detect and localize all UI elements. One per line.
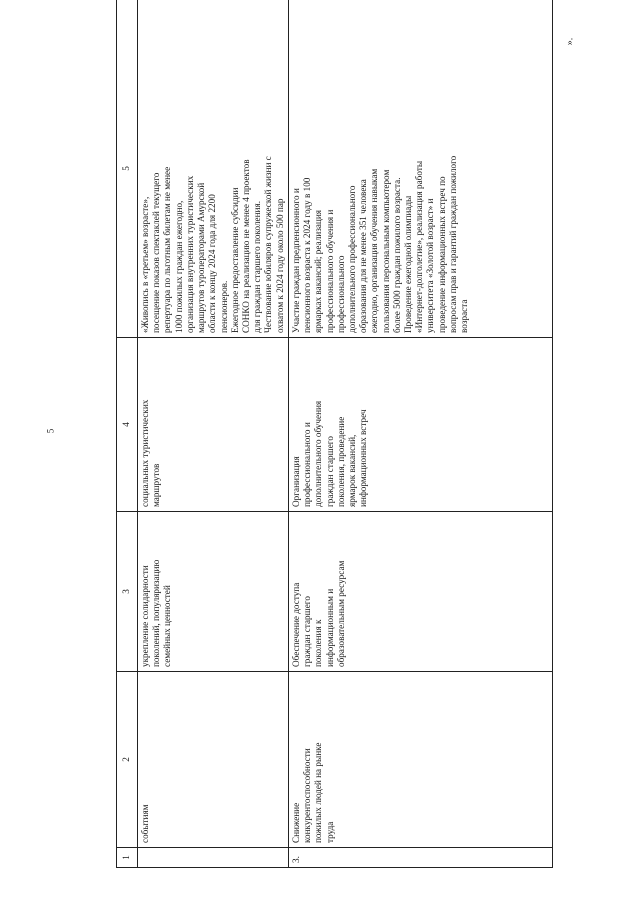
result-cell-line: для граждан старшего поколения.	[252, 201, 263, 333]
result-cell-line: «Живопись в «третьем» возрасте»,	[140, 196, 150, 333]
task-cell-line: пожилых людей на рынке	[313, 742, 324, 843]
result-cell-line: вопросам прав и гарантий граждан пожилого	[447, 155, 458, 333]
result-cell-line: «Интернет-долголетие», реализация работы	[414, 160, 425, 333]
row-number: 3.	[288, 848, 552, 868]
mechanism-cell-line: дополнительного обучения	[313, 400, 324, 507]
result-cell-line: посещение показов спектаклей текущего	[151, 172, 162, 333]
task-cell	[288, 672, 552, 848]
result-cell-line: возраста	[459, 299, 470, 333]
mechanism-cell-line: ярмарок вакансий,	[346, 434, 357, 507]
result-cell-line: Участие граждан предпенсионного и	[290, 188, 301, 333]
result-cell-line: профессионального обучения и	[324, 209, 335, 333]
direction-cell-line: укрепление солидарности	[140, 565, 150, 667]
direction-cell	[288, 512, 552, 672]
result-cell-line: маршрутов туроператорами Амурской	[196, 182, 207, 333]
direction-cell-line: информационным и	[324, 588, 335, 667]
task-cell	[138, 672, 289, 848]
result-cell-line: 1000 пожилых граждан ежегодно,	[173, 200, 184, 333]
mechanism-cell-line: профессионального и	[302, 422, 313, 507]
result-cell-line: более 5000 граждан пожилого возраста.	[391, 177, 402, 333]
row-number	[138, 848, 289, 868]
table-body	[138, 0, 553, 868]
table-header-row	[117, 0, 138, 868]
result-cell	[138, 0, 289, 338]
header-col-2: 2	[117, 672, 138, 848]
result-cell-line: Чествование юбиляров супружеской жизни с	[263, 156, 274, 333]
header-col-1: 1	[117, 848, 138, 868]
mechanism-cell-line: социальных туристических	[140, 399, 150, 507]
result-cell-line: СОНКО на реализацию не менее 4 проектов	[240, 159, 251, 333]
header-col-3: 3	[117, 512, 138, 672]
result-cell-line: Проведение ежегодной олимпиады	[403, 195, 414, 333]
result-cell-line: Ежегодное предоставление субсидии	[229, 187, 240, 333]
result-cell-line: ежегодно, организация обучения навыкам	[369, 168, 380, 333]
mechanism-cell	[288, 338, 552, 512]
result-cell-line: охватом к 2024 году около 500 пар	[274, 198, 285, 333]
result-cell-line: проведение информационных встреч по	[436, 176, 447, 333]
header-col-4: 4	[117, 338, 138, 512]
mechanism-cell-line: маршрутов	[151, 463, 162, 507]
direction-cell-line: поколений, популяризацию	[151, 559, 162, 667]
direction-cell-line: Обеспечение доступа	[290, 582, 301, 667]
result-cell-line: пенсионеров.	[218, 280, 229, 333]
header-col-5: 5	[117, 0, 138, 338]
task-cell-line: конкурентоспособности	[302, 748, 313, 843]
result-cell-line: пользования персональным компьютером	[380, 169, 391, 333]
result-cell-line: профессионального	[335, 255, 346, 333]
direction-cell-line: поколения к	[313, 619, 324, 667]
result-cell-line: университета «Золотой возраст» и	[425, 198, 436, 333]
result-cell-line: образования для не менее 351 человека	[358, 179, 369, 333]
page-number: 5	[45, 428, 56, 434]
direction-cell-line: семейных ценностей	[162, 585, 173, 667]
mechanism-cell	[138, 338, 289, 512]
measures-table-frame	[116, 0, 553, 868]
result-cell	[288, 0, 552, 338]
table-row	[288, 0, 552, 868]
result-cell-line: пенсионного возраста к 2024 году в 100	[302, 177, 313, 333]
task-cell-line: Снижение	[290, 802, 301, 843]
direction-cell	[138, 512, 289, 672]
mechanism-cell-line: информационных встреч	[358, 409, 369, 507]
mechanism-cell-line: поколения, проведение	[335, 416, 346, 507]
mechanism-cell-line: граждан старшего	[324, 436, 335, 507]
result-cell-line: дополнительного профессионального	[346, 185, 357, 333]
closing-quote-mark: ».	[564, 37, 576, 46]
measures-table	[116, 0, 553, 868]
result-cell-line: области к концу 2024 года для 2200	[207, 194, 218, 333]
result-cell-line: ярмарках вакансий; реализация	[313, 210, 324, 333]
direction-cell-line: образовательным ресурсам	[335, 560, 346, 667]
task-cell-line: труда	[324, 821, 335, 843]
table-row	[138, 0, 289, 868]
result-cell-line: организация внутренних туристических	[184, 175, 195, 333]
task-cell-line: событиям	[140, 804, 150, 843]
direction-cell-line: граждан старшего	[302, 596, 313, 667]
mechanism-cell-line: Организация	[290, 456, 301, 507]
result-cell-line: репертуара по льготным билетам не менее	[162, 166, 173, 333]
